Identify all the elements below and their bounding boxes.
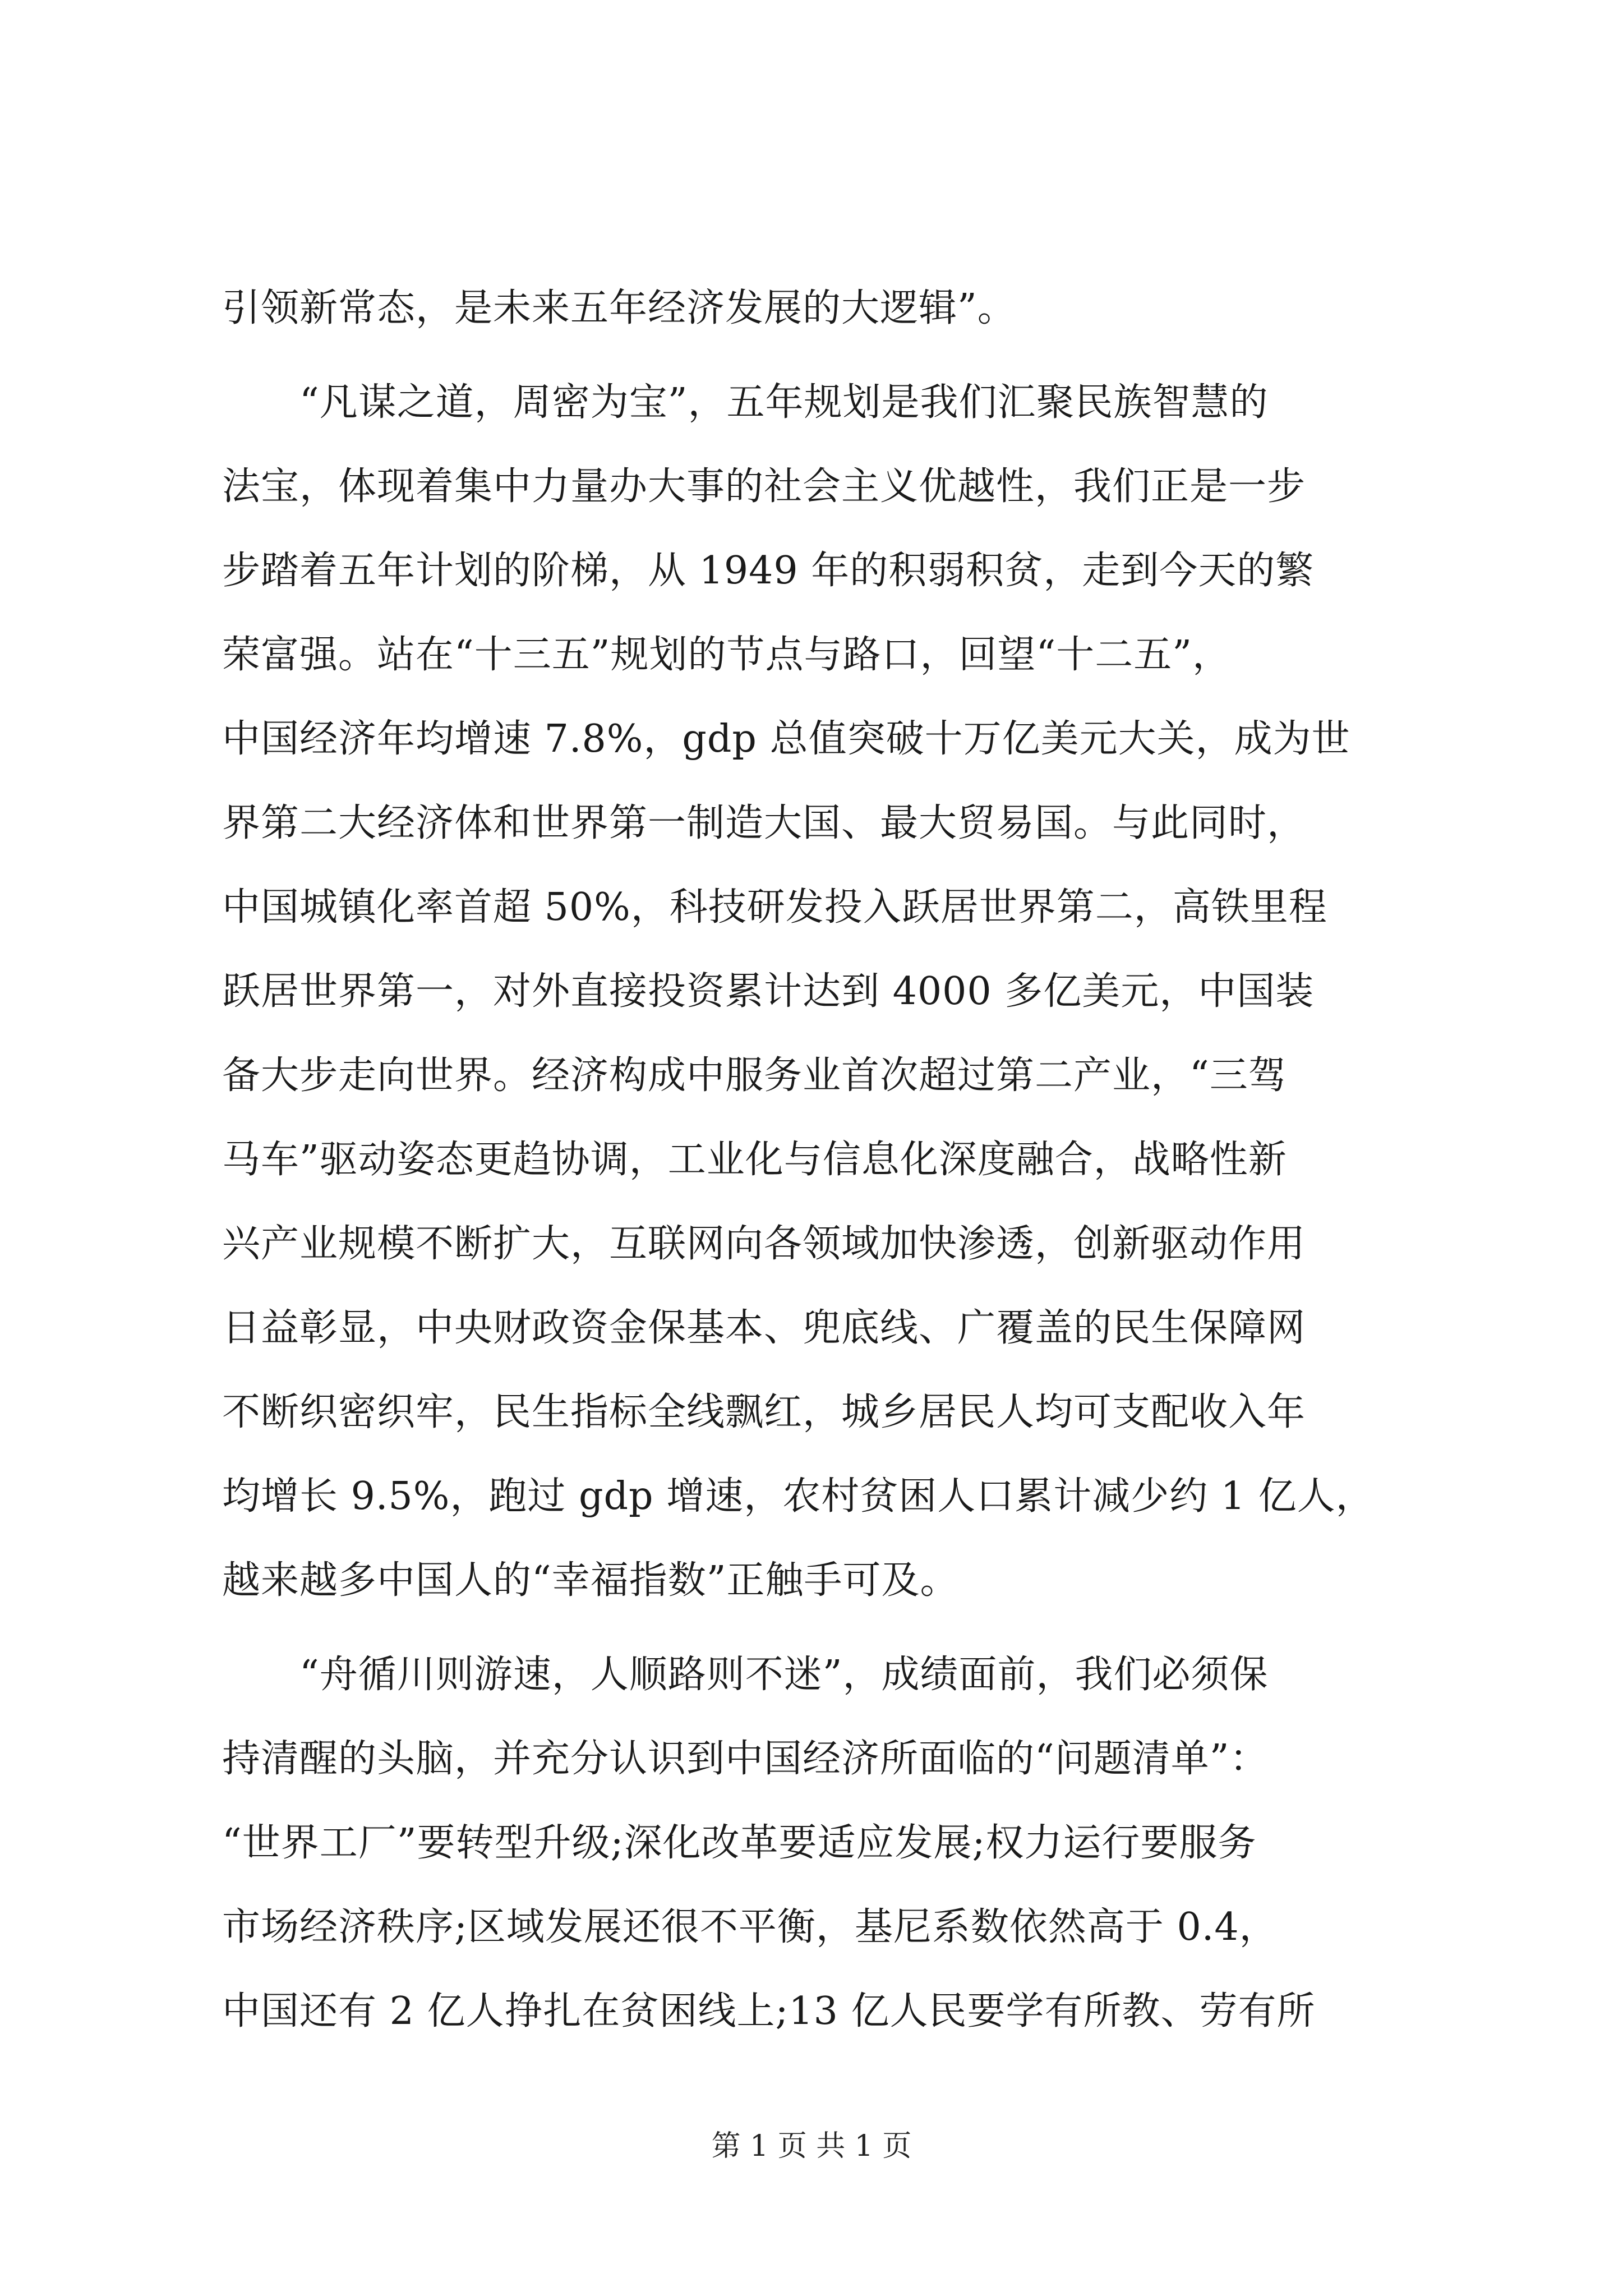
- text-line: 中国经济年均增速 7.8%，gdp 总值突破十万亿美元大关，成为世: [222, 717, 1350, 761]
- text-line: “凡谋之道，周密为宝”，五年规划是我们汇聚民族智慧的: [222, 380, 1269, 425]
- text-line: 中国还有 2 亿人挣扎在贫困线上;13 亿人民要学有所教、劳有所: [222, 1989, 1316, 2033]
- text-line: 备大步走向世界。经济构成中服务业首次超过第二产业，“三驾: [222, 1053, 1287, 1098]
- text-line: “舟循川则游速，人顺路则不迷”，成绩面前，我们必须保: [222, 1653, 1269, 1697]
- page-number: 第 1 页 共 1 页: [711, 2129, 912, 2163]
- text-line: 市场经济秩序;区域发展还很不平衡，基尼系数依然高于 0.4，: [222, 1905, 1278, 1949]
- text-line: 界第二大经济体和世界第一制造大国、最大贸易国。与此同时，: [222, 801, 1306, 845]
- text-line: 不断织密织牢，民生指标全线飘红，城乡居民人均可支配收入年: [222, 1390, 1306, 1434]
- text-line: 荣富强。站在“十三五”规划的节点与路口，回望“十二五”，: [222, 633, 1232, 677]
- text-line: 引领新常态，是未来五年经济发展的大逻辑”。: [222, 286, 1016, 330]
- page-footer: [0, 2126, 1623, 2166]
- text-line: “世界工厂”要转型升级;深化改革要适应发展;权力运行要服务: [222, 1821, 1257, 1865]
- text-line: 持清醒的头脑，并充分认识到中国经济所面临的“问题清单”：: [222, 1737, 1269, 1781]
- text-line: 兴产业规模不断扩大，互联网向各领域加快渗透，创新驱动作用: [222, 1222, 1306, 1266]
- text-line: 中国城镇化率首超 50%，科技研发投入跃居世界第二，高铁里程: [222, 885, 1327, 930]
- text-line: 跃居世界第一，对外直接投资累计达到 4000 多亿美元，中国装: [222, 969, 1315, 1014]
- text-line: 马车”驱动姿态更趋协调，工业化与信息化深度融合，战略性新: [222, 1138, 1287, 1182]
- text-line: 越来越多中国人的“幸福指数”正触手可及。: [222, 1558, 959, 1603]
- text-line: 步踏着五年计划的阶梯，从 1949 年的积弱积贫，走到今天的繁: [222, 549, 1315, 593]
- text-line: 日益彰显，中央财政资金保基本、兜底线、广覆盖的民生保障网: [222, 1306, 1306, 1350]
- document-body: [222, 266, 1433, 2054]
- text-line: 法宝，体现着集中力量办大事的社会主义优越性，我们正是一步: [222, 464, 1306, 509]
- text-line: 均增长 9.5%，跑过 gdp 增速，农村贫困人口累计减少约 1 亿人，: [222, 1474, 1375, 1519]
